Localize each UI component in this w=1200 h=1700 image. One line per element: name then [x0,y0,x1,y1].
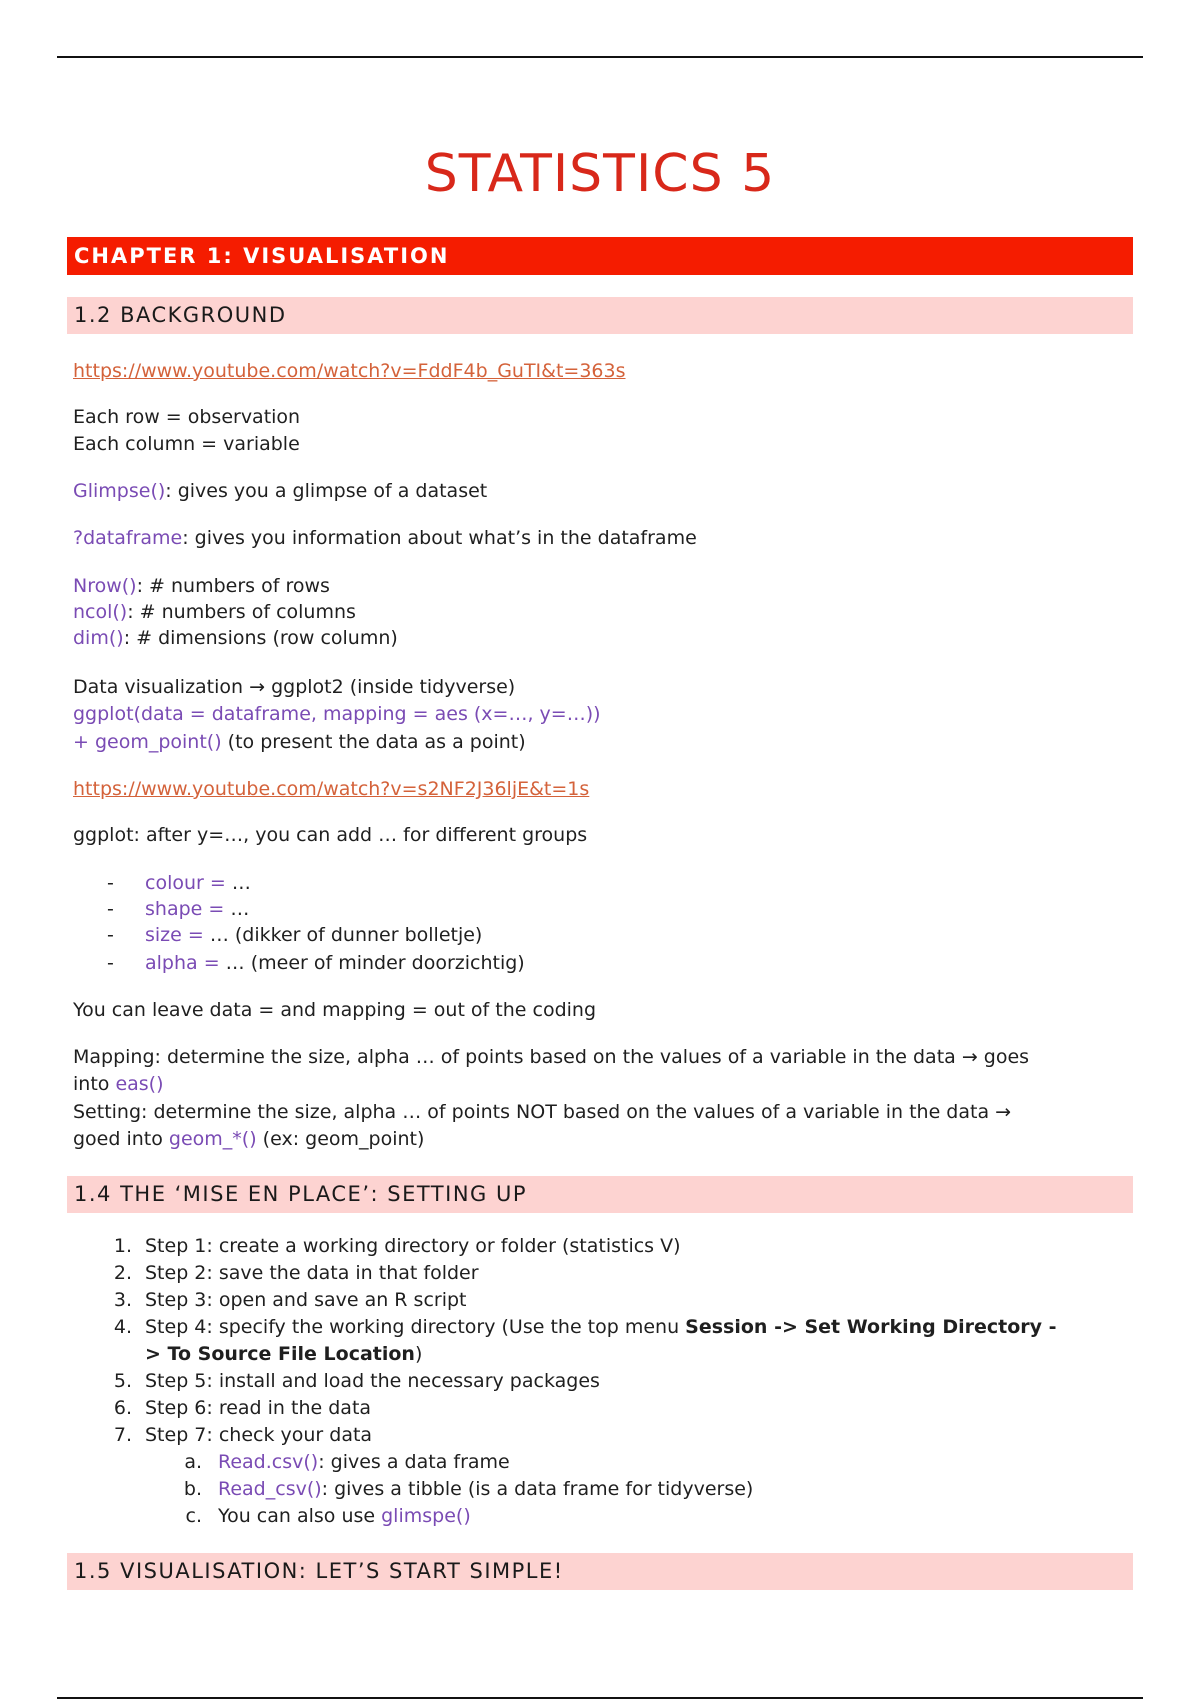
bullet-dash: - [107,898,114,920]
nrow-line [73,573,330,599]
dim-description: : # dimensions (row column) [123,627,398,649]
step-text [145,1314,1057,1341]
step-text: Step 6: read in the data [145,1397,372,1419]
substep-letter: a. [184,1451,202,1473]
substep-letter: c. [185,1505,202,1527]
substep-text [218,1476,753,1503]
bullet-dash: - [107,872,114,894]
setting-line-1: Setting: determine the size, alpha … of points NOT based on the values of a variable in the data → [73,1101,1012,1123]
youtube-link-2-text[interactable]: https://www.youtube.com/watch?v=s2NF2J36ljE&t=1s [73,778,590,800]
substep-description: : gives a tibble (is a data frame for tidyverse) [321,1478,754,1500]
mapping-line-2 [73,1071,164,1097]
step-4-text: Step 4: specify the working directory (Use the top menu [145,1316,686,1338]
step-number: 6. [113,1397,132,1419]
bullet-text: … [230,898,250,920]
setting-line-2 [73,1126,424,1152]
step-text: Step 2: save the data in that folder [145,1262,479,1284]
bullet-text: … [231,872,251,894]
ncol-line [73,599,356,625]
section-heading-visualisation: 1.5 VISUALISATION: LET’S START SIMPLE! [67,1553,1133,1590]
step-text: Step 5: install and load the necessary packages [145,1370,600,1392]
substep-letter: b. [183,1478,202,1500]
read-csv-function: Read.csv() [218,1451,319,1473]
nrow-function: Nrow() [73,575,137,597]
geom-point-line [73,729,526,755]
youtube-link-1[interactable] [73,358,626,384]
top-rule [57,56,1143,58]
mapping-line-1: Mapping: determine the size, alpha … of points based on the values of a variable in the data → goes [73,1046,1030,1068]
bullet-dash: - [107,924,114,946]
step-number: 1. [113,1235,132,1257]
read-csv-underscore-function: Read_csv() [218,1478,322,1500]
bullet-dash: - [107,952,114,974]
mapping-prefix: into [73,1073,116,1095]
step-number: 3. [113,1289,132,1311]
step-text: Step 1: create a working directory or folder (statistics V) [145,1235,681,1257]
geom-function: geom_*() [168,1128,257,1150]
data-visualization-line: Data visualization → ggplot2 (inside tidyverse) [73,676,516,698]
section-heading-setup: 1.4 THE ‘MISE EN PLACE’: SETTING UP [67,1176,1133,1213]
column-variable-line: Each column = variable [73,433,300,455]
youtube-link-1-text[interactable]: https://www.youtube.com/watch?v=FddF4b_GuTI&t=363s [73,360,626,382]
leave-data-line: You can leave data = and mapping = out of the coding [73,999,597,1021]
section-heading-background: 1.2 BACKGROUND [67,297,1133,334]
bullet-code: alpha = [145,952,226,974]
step-number: 5. [113,1370,132,1392]
ggplot-code-line: ggplot(data = dataframe, mapping = aes (x=…, y=…)) [73,703,601,725]
groups-line: ggplot: after y=…, you can add … for different groups [73,824,588,846]
substep-text [218,1503,471,1530]
step-number: 7. [113,1424,132,1446]
dim-function: dim() [73,627,124,649]
glimpse-function: Glimpse() [73,480,166,502]
bullet-item-size [145,922,482,948]
step-number: 4. [113,1316,132,1338]
bullet-text: … (dikker of dunner bolletje) [209,924,483,946]
menu-path-bold: Session -> Set Working Directory - [685,1316,1057,1338]
step-text: Step 3: open and save an R script [145,1289,467,1311]
ncol-function: ncol() [73,601,128,623]
youtube-link-2[interactable] [73,776,589,802]
setting-prefix: goed into [73,1128,169,1150]
menu-path-bold-continued: > To Source File Location [145,1343,415,1365]
step-4-tail: ) [414,1343,423,1365]
glimspe-function: glimspe() [381,1505,471,1527]
bullet-code: colour = [145,872,232,894]
setting-suffix: (ex: geom_point) [256,1128,425,1150]
step-number: 2. [113,1262,132,1284]
substep-text [218,1449,510,1476]
dataframe-help-line [73,525,697,551]
bullet-text: … (meer of minder doorzichtig) [225,952,525,974]
bottom-rule [57,1697,1143,1699]
glimpse-line [73,478,487,504]
nrow-description: : # numbers of rows [136,575,330,597]
bullet-item-colour [145,870,251,896]
ncol-description: : # numbers of columns [127,601,356,623]
document-title: STATISTICS 5 [424,144,776,204]
step-text: Step 7: check your data [145,1424,373,1446]
geom-point-function: + geom_point() [73,731,222,753]
chapter-heading: CHAPTER 1: VISUALISATION [67,237,1133,275]
step-text-continued [145,1341,422,1368]
bullet-item-alpha [145,950,525,976]
substep-prefix: You can also use [218,1505,382,1527]
bullet-code: size = [145,924,210,946]
glimpse-description: : gives you a glimpse of a dataset [165,480,488,502]
dim-line [73,625,398,651]
bullet-item-shape [145,896,249,922]
bullet-code: shape = [145,898,231,920]
substep-description: : gives a data frame [318,1451,510,1473]
eas-function: eas() [115,1073,164,1095]
dataframe-description: : gives you information about what’s in the dataframe [182,527,697,549]
dataframe-function: ?dataframe [73,527,183,549]
row-observation-line: Each row = observation [73,406,301,428]
geom-point-description: (to present the data as a point) [221,731,526,753]
